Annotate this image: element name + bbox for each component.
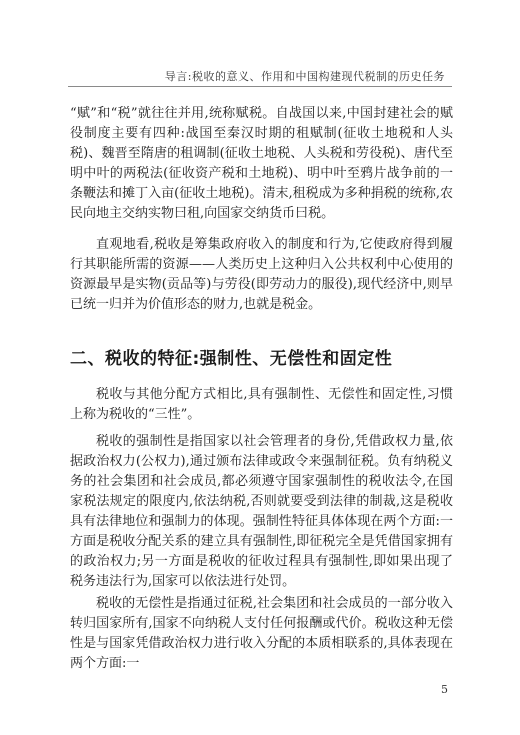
paragraph-three-characteristics: 税收与其他分配方式相比,具有强制性、无偿性和固定性,习惯上称为税收的“三性”。 bbox=[70, 387, 453, 422]
section-heading: 二、税收的特征:强制性、无偿性和固定性 bbox=[70, 349, 393, 369]
paragraph-gratuitousness: 税收的无偿性是指通过征税,社会集团和社会成员的一部分收入转归国家所有,国家不向纳税人支付任何报酬或代价。税收这种无偿性是与国家凭借政治权力进行收入分配的本质相联系的,具体表现在两个方面:一 bbox=[70, 596, 453, 671]
page-number: 5 bbox=[441, 683, 448, 696]
running-header: 导言:税收的意义、作用和中国构建现代税制的历史任务 bbox=[164, 70, 445, 83]
paragraph-compulsoriness: 税收的强制性是指国家以社会管理者的身份,凭借政权力量,依据政治权力(公权力),通过颁布法律或政令来强制征税。负有纳税义务的社会集团和社会成员,都必须遵守国家强制性的税收法令,在国家税法规定的限度内,依法纳税,否则就要受到法律的制裁,这是税收具有法律地位和强制力的体现。强制性特征具体体现在两个方面:一方面是税收分配关系的建立具有强制性,即征税完全是凭借国家拥有的政治权力;另一方面是税收的征收过程具有强制性,即如果出现了税务违法行为,国家可以依法进行处罚。 bbox=[70, 434, 453, 589]
header-rule bbox=[68, 86, 452, 87]
paragraph-tax-definition: 直观地看,税收是筹集政府收入的制度和行为,它使政府得到履行其职能所需的资源——人类历史上这种归入公共权利中心使用的资源最早是实物(贡品等)与劳役(即劳动力的服役),现代经济中,则早已统一归并为价值形态的财力,也就是税金。 bbox=[70, 237, 453, 312]
paragraph-fu-shui-history: “赋”和“税”就往往并用,统称赋税。自战国以来,中国封建社会的赋役制度主要有四种:战国至秦汉时期的租赋制(征收土地税和人头税)、魏晋至隋唐的租调制(征收土地税、人头税和劳役税)、唐代至明中叶的两税法(征收资产税和土地税)、明中叶至鸦片战争前的一条鞭法和摊丁入亩(征收土地税)。清末,租税成为多种捐税的统称,农民向地主交纳实物曰租,向国家交纳货币曰税。 bbox=[70, 106, 453, 221]
